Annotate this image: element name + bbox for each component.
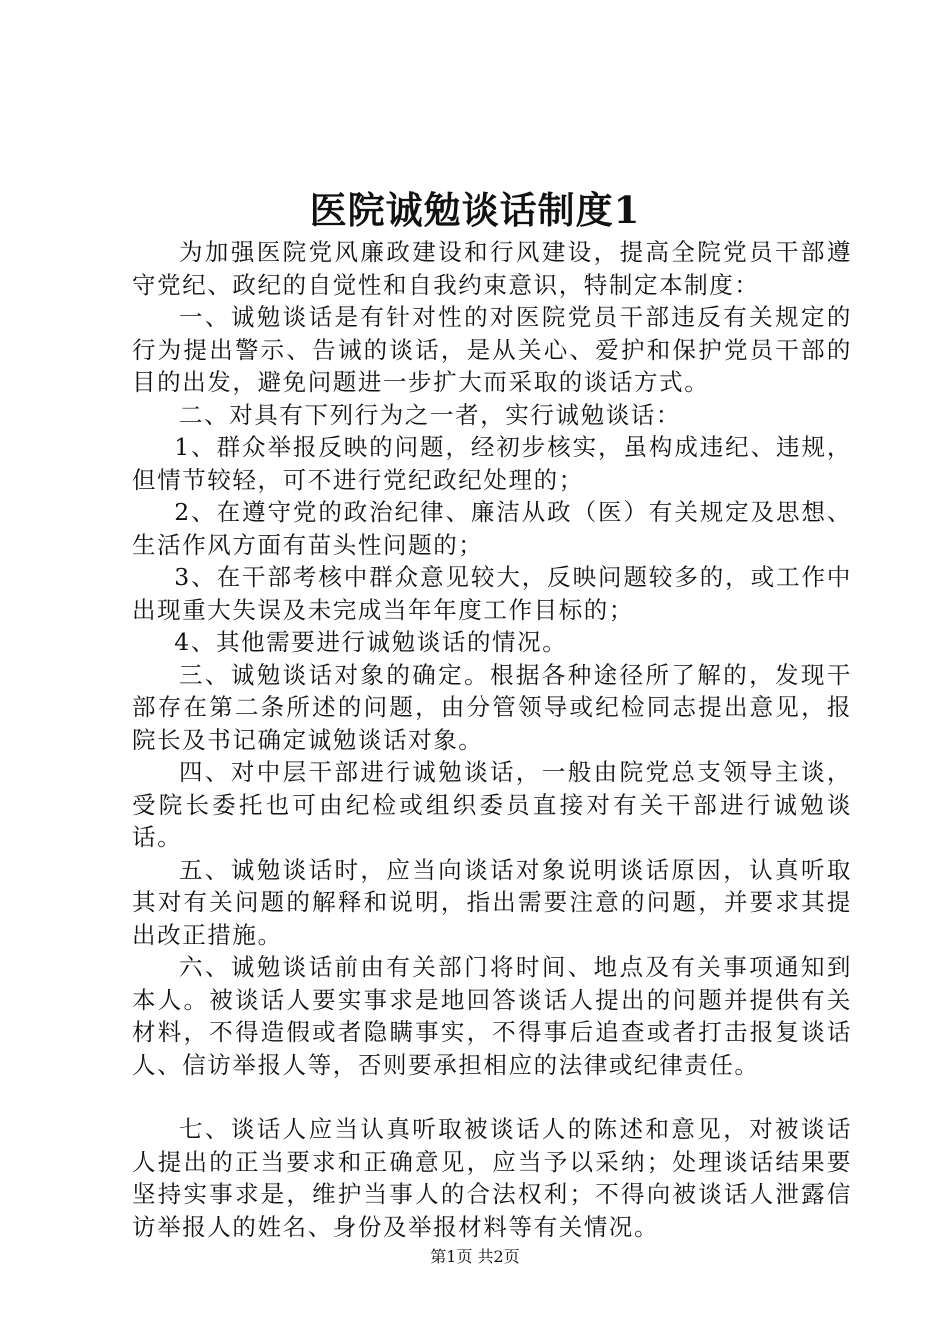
paragraph-section-2: 二、对具有下列行为之一者，实行诚勉谈话： (179, 400, 681, 429)
paragraph-spacer (132, 1081, 852, 1113)
list-item-4: 4、其他需要进行诚勉谈话的情况。 (174, 628, 568, 656)
page-number-footer: 第1页 共2页 (430, 1247, 520, 1266)
paragraph-section-7: 七、谈话人应当认真听取被谈话人的陈述和意见，对被谈话人提出的正当要求和正确意见，应当予以采纳；处理谈话结果要坚持实事求是，维护当事人的合法权利；不得向被谈话人泄露信访举报人的姓名、身份及举报材料等有关情况。 (132, 1115, 852, 1241)
paragraph-section-4: 四、对中层干部进行诚勉谈话，一般由院党总支领导主谈，受院长委托也可由纪检或组织委员直接对有关干部进行诚勉谈话。 (132, 758, 852, 851)
paragraph-section-3: 三、诚勉谈话对象的确定。根据各种途径所了解的，发现干部存在第二条所述的问题，由分管领导或纪检同志提出意见，报院长及书记确定诚勉谈话对象。 (132, 660, 852, 754)
paragraph-section-1: 一、诚勉谈话是有针对性的对医院党员干部违反有关规定的行为提出警示、告诫的谈话，是从关心、爱护和保护党员干部的目的出发，避免问题进一步扩大而采取的谈话方式。 (132, 303, 852, 396)
list-item-3: 3、在干部考核中群众意见较大，反映问题较多的，或工作中出现重大失误及未完成当年年度工作目标的； (132, 563, 852, 624)
paragraph-section-5: 五、诚勉谈话时，应当向谈话对象说明谈话原因，认真听取其对有关问题的解释和说明，指出需要注意的问题，并要求其提出改正措施。 (132, 855, 852, 949)
document-title: 医院诚勉谈话制度1 (309, 188, 641, 232)
document-body (132, 236, 852, 1243)
paragraph-intro: 为加强医院党风廉政建设和行风建设，提高全院党员干部遵守党纪、政纪的自觉性和自我约束意识，特制定本制度： (132, 238, 852, 299)
paragraph-section-6: 六、诚勉谈话前由有关部门将时间、地点及有关事项通知到本人。被谈话人要实事求是地回答谈话人提出的问题并提供有关材料，不得造假或者隐瞒事实，不得事后追查或者打击报复谈话人、信访举报人等，否则要承担相应的法律或纪律责任。 (132, 953, 852, 1079)
list-item-2: 2、在遵守党的政治纪律、廉洁从政（医）有关规定及思想、生活作风方面有苗头性问题的； (132, 498, 852, 559)
list-item-1: 1、群众举报反映的问题，经初步核实，虽构成违纪、违规，但情节较轻，可不进行党纪政纪处理的； (132, 433, 852, 494)
